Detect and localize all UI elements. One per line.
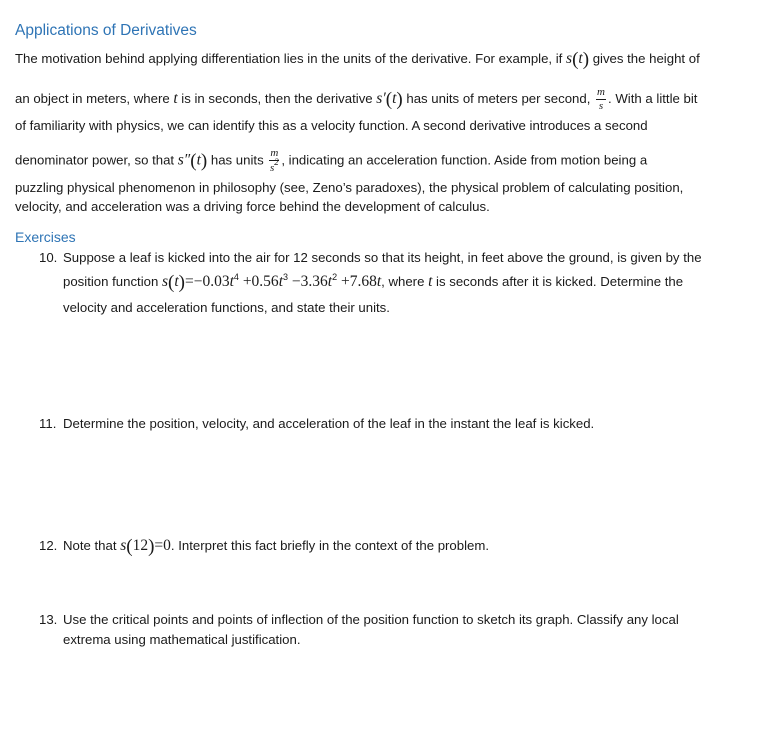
- fraction-m-over-s-squared: $\frac{m}{s^2}$: [269, 147, 279, 174]
- exercise-number: 12.: [39, 538, 58, 553]
- exercise-10-line-1: Suppose a leaf is kicked into the air for 12 seconds so that its height, in feet above the ground, is given by the: [63, 250, 702, 265]
- intro-line-2: an object in meters, where t is in seconds, then the derivative s′(t) has units of meters per second, $\frac{m}{s}$ . With a little bit: [15, 86, 698, 112]
- exercise-number: 13.: [39, 612, 58, 627]
- exercise-10-line-3: velocity and acceleration functions, and state their units.: [63, 300, 390, 315]
- intro-line-6: velocity, and acceleration was a driving force behind the development of calculus.: [15, 199, 490, 214]
- exercise-13-line-1: Use the critical points and points of inflection of the position function to sketch its graph. Classify any local: [63, 612, 679, 627]
- section-title: Applications of Derivatives: [15, 22, 197, 39]
- exercise-number: 11.: [39, 416, 57, 431]
- fraction-m-over-s: $\frac{m}{s}$: [597, 86, 605, 112]
- exercise-number: 10.: [39, 250, 58, 265]
- intro-line-5: puzzling physical phenomenon in philosophy (see, Zeno’s paradoxes), the physical problem of calculating position,: [15, 180, 684, 195]
- intro-line-4: denominator power, so that s″(t) has units $\frac{m}{s^2}$ , indicating an acceleration function. Aside from motion being a: [15, 147, 648, 174]
- intro-line-1: The motivation behind applying differentiation lies in the units of the derivative. For example, if s(t) gives the height of: [15, 49, 700, 70]
- exercise-12-line-1: Note that s(12)=0. Interpret this fact briefly in the context of the problem.: [63, 536, 490, 557]
- exercise-10-line-2: position function $s(t)=-0.03t^4 +0.56t^3 -3.36t^2 +7.68t$, where t is seconds after it is kicked. Determine the: [63, 272, 684, 293]
- exercise-13-line-2: extrema using mathematical justification.: [63, 632, 301, 647]
- exercise-11-line-1: Determine the position, velocity, and acceleration of the leaf in the instant the leaf is kicked.: [63, 416, 595, 431]
- exercises-title: Exercises: [15, 229, 76, 245]
- intro-line-3: of familiarity with physics, we can identify this as a velocity function. A second derivative introduces a second: [15, 118, 648, 133]
